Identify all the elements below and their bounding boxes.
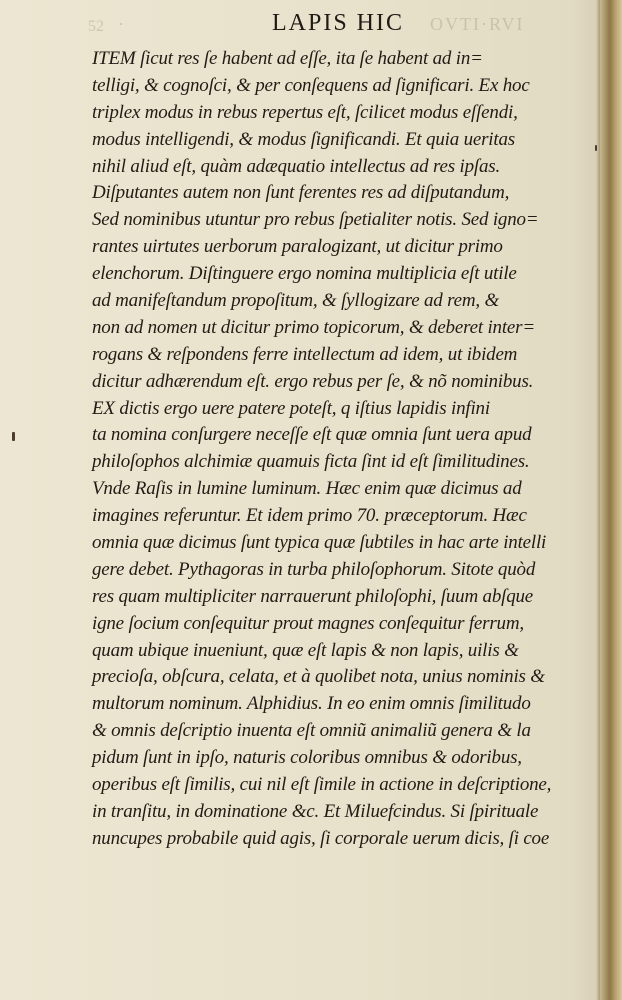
running-title: LAPIS HIC — [272, 10, 405, 36]
show-through-folio: 52 — [88, 18, 104, 35]
text-line: gere debet. Pythagoras in turba philoſophorum. Sitote quòd — [92, 558, 536, 580]
text-line: imagines referuntur. Et idem primo 70. præceptorum. Hæc — [92, 505, 527, 527]
show-through-title: OVTI·RVI — [430, 14, 525, 34]
body-text — [92, 46, 582, 853]
text-line: quam ubique inueniunt, quæ eſt lapis & non lapis, uilis & — [92, 639, 519, 661]
text-line: multorum nominum. Alphidius. In eo enim omnis ſimilitudo — [92, 693, 531, 715]
text-line: omnia quæ dicimus ſunt typica quæ ſubtiles in hac arte intelli — [92, 532, 547, 554]
text-line: rantes uirtutes uerborum paralogizant, ut dicitur primo — [92, 236, 503, 258]
text-line: philoſophos alchimiæ quamuis ficta ſint id eſt ſimilitudines. — [92, 451, 530, 473]
text-line: ta nomina conſurgere neceſſe eſt quæ omnia ſunt uera apud — [92, 424, 532, 446]
page-gutter-fold — [600, 0, 622, 1000]
text-line: non ad nomen ut dicitur primo topicorum, & deberet inter= — [92, 316, 535, 338]
text-line: ITEM ſicut res ſe habent ad eſſe, ita ſe habent ad in= — [92, 48, 483, 69]
text-line: nihil aliud eſt, quàm adæquatio intellectus ad res ipſas. — [92, 155, 500, 177]
text-line: telligi, & cognoſci, & per conſequens ad ſignificari. Ex hoc — [92, 74, 530, 96]
text-line: EX dictis ergo uere patere poteſt, q iſtius lapidis infini — [92, 397, 490, 419]
text-line: rogans & reſpondens ferre intellectum ad idem, ut ibidem — [92, 343, 518, 365]
text-line: igne ſocium conſequitur prout magnes conſequitur ferrum, — [92, 612, 524, 634]
text-line: & omnis deſcriptio inuenta eſt omniũ animaliũ genera & la — [92, 720, 531, 742]
text-line: precioſa, obſcura, celata, et à quolibet nota, unius nominis & — [92, 666, 545, 688]
text-line: ad manifeſtandum propoſitum, & ſyllogizare ad rem, & — [92, 290, 500, 312]
text-line: elenchorum. Diſtinguere ergo nomina multiplicia eſt utile — [92, 263, 517, 285]
text-line: in tranſitu, in dominatione &c. Et Miluefcindus. Si ſpirituale — [92, 800, 539, 822]
text-line: Vnde Raſis in lumine luminum. Hæc enim quæ dicimus ad — [92, 478, 522, 500]
paper-blemish — [12, 432, 15, 441]
show-through-mark: · — [118, 14, 124, 34]
text-line: Diſputantes autem non ſunt ferentes res ad diſputandum, — [92, 182, 510, 204]
text-line: pidum ſunt in ipſo, naturis coloribus omnibus & odoribus, — [92, 747, 522, 769]
text-line: triplex modus in rebus repertus eſt, ſcilicet modus eſſendi, — [92, 101, 518, 123]
text-line: modus intelligendi, & modus ſignificandi. Et quia ueritas — [92, 128, 515, 150]
text-line: res quam multipliciter narrauerunt philoſophi, ſuum abſque — [92, 585, 534, 607]
page-header — [0, 10, 600, 40]
text-line: Sed nominibus utuntur pro rebus ſpetialiter notis. Sed igno= — [92, 209, 539, 231]
text-line: nuncupes probabile quid agis, ſi corporale uerum dicis, ſi coe — [92, 827, 550, 849]
text-line: dicitur adhærendum eſt. ergo rebus per ſe, & nõ nominibus. — [92, 370, 534, 392]
text-line: operibus eſt ſimilis, cui nil eſt ſimile in actione in deſcriptione, — [92, 774, 552, 796]
